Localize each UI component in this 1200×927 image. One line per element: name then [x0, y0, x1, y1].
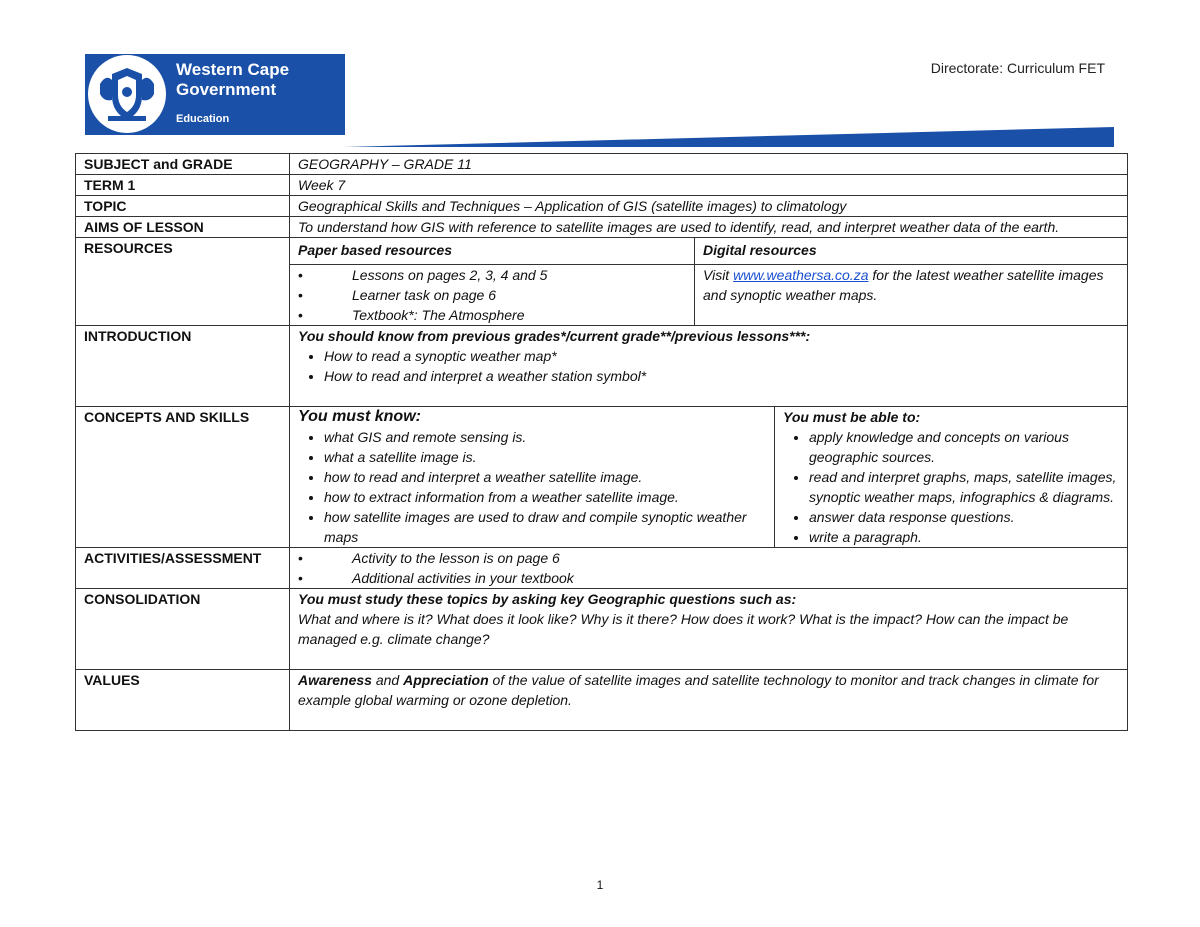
- introduction-label: INTRODUCTION: [76, 326, 290, 407]
- aims-label: AIMS OF LESSON: [76, 217, 290, 238]
- you-must-be-able-list: [783, 427, 1119, 547]
- activities-list: [298, 548, 1119, 588]
- term-value: Week 7: [290, 175, 1128, 196]
- digital-resources-heading: Digital resources: [703, 242, 817, 258]
- row-aims: [76, 217, 1128, 238]
- consolidation-label: CONSOLIDATION: [76, 589, 290, 670]
- list-item: • Textbook*: The Atmosphere: [352, 305, 686, 325]
- list-item: • read and interpret graphs, maps, satellite images, synoptic weather maps, infographics & diagrams.: [809, 467, 1119, 507]
- subject-label: SUBJECT and GRADE: [76, 154, 290, 175]
- list-item: • how to read and interpret a weather satellite image.: [324, 467, 766, 487]
- row-concepts: [76, 407, 1128, 548]
- resources-label: RESOURCES: [76, 238, 290, 326]
- logo-line1: Western Cape: [176, 60, 290, 79]
- page-number: 1: [596, 878, 604, 892]
- list-item: • Lessons on pages 2, 3, 4 and 5: [352, 265, 686, 285]
- introduction-heading: You should know from previous grades*/current grade**/previous lessons***:: [298, 328, 811, 344]
- header-swoosh: [344, 126, 1114, 148]
- list-item: • what GIS and remote sensing is.: [324, 427, 766, 447]
- you-must-know-heading: You must know:: [298, 408, 421, 425]
- you-must-know-list: [298, 427, 766, 547]
- digital-text-post: for the latest weather satellite images and synoptic weather maps.: [703, 267, 1104, 303]
- consolidation-text: What and where is it? What does it look like? Why is it there? How does it work? What is the impact? How can the impact be managed e.g. climate change?: [298, 611, 1069, 647]
- coat-of-arms-icon: [96, 64, 158, 124]
- consolidation-heading: You must study these topics by asking key Geographic questions such as:: [298, 591, 797, 607]
- digital-resources-text: [695, 265, 1127, 325]
- logo-line2: Government: [176, 80, 277, 99]
- paper-resources-heading: Paper based resources: [290, 238, 695, 264]
- you-must-be-able-heading: You must be able to:: [783, 409, 921, 425]
- row-topic: [76, 196, 1128, 217]
- aims-value: To understand how GIS with reference to satellite images are used to identify, read, and interpret weather data of the earth.: [290, 217, 1128, 238]
- row-consolidation: [76, 589, 1128, 670]
- directorate-label: Directorate: Curriculum FET: [930, 60, 1105, 76]
- subject-value: GEOGRAPHY – GRADE 11: [290, 154, 1128, 175]
- concepts-label: CONCEPTS AND SKILLS: [76, 407, 290, 548]
- row-term: [76, 175, 1128, 196]
- weathersa-link[interactable]: www.weathersa.co.za: [733, 267, 869, 283]
- values-text-1: and: [371, 672, 404, 688]
- values-text: [290, 670, 1128, 731]
- lesson-plan-table: [75, 153, 1128, 731]
- row-values: [76, 670, 1128, 731]
- list-item: • Additional activities in your textbook: [352, 568, 1119, 588]
- you-must-know-cell: [290, 407, 775, 547]
- row-resources-heading: [76, 238, 1128, 265]
- consolidation-cell: [290, 589, 1128, 670]
- topic-label: TOPIC: [76, 196, 290, 217]
- values-appreciation: Appreciation: [403, 672, 489, 688]
- activities-cell: [290, 548, 1128, 589]
- list-item: • answer data response questions.: [809, 507, 1119, 527]
- digital-text-pre: Visit: [703, 267, 734, 283]
- resources-items-cell: [290, 265, 1128, 326]
- list-item: • what a satellite image is.: [324, 447, 766, 467]
- concepts-cell: [290, 407, 1128, 548]
- topic-value: Geographical Skills and Techniques – Application of GIS (satellite images) to climatology: [290, 196, 1128, 217]
- list-item: • How to read and interpret a weather station symbol*: [324, 366, 1119, 386]
- values-label: VALUES: [76, 670, 290, 731]
- list-item: • apply knowledge and concepts on various geographic sources.: [809, 427, 1119, 467]
- term-label: TERM 1: [76, 175, 290, 196]
- resources-heading-cell: [290, 238, 1128, 265]
- values-text-2: of the value of satellite images and satellite technology to monitor and track changes in climate for example global warming or ozone depletion.: [298, 672, 1099, 708]
- list-item: • how to extract information from a weather satellite image.: [324, 487, 766, 507]
- logo-title: [176, 60, 289, 100]
- activities-label: ACTIVITIES/ASSESSMENT: [76, 548, 290, 589]
- you-must-be-able-cell: [775, 407, 1127, 547]
- logo-subtitle: Education: [176, 113, 230, 125]
- list-item: • How to read a synoptic weather map*: [324, 346, 1119, 366]
- values-awareness: Awareness: [298, 672, 372, 688]
- row-introduction: [76, 326, 1128, 407]
- row-subject: [76, 154, 1128, 175]
- introduction-list: [298, 346, 1119, 386]
- list-item: • Activity to the lesson is on page 6: [352, 548, 1119, 568]
- paper-resources-list-cell: [290, 265, 695, 325]
- row-activities: [76, 548, 1128, 589]
- list-item: • write a paragraph.: [809, 527, 1119, 547]
- introduction-cell: [290, 326, 1128, 407]
- list-item: • Learner task on page 6: [352, 285, 686, 305]
- paper-resources-list: [298, 265, 686, 325]
- list-item: • how satellite images are used to draw and compile synoptic weather maps: [324, 507, 766, 547]
- page-header: [0, 0, 1200, 150]
